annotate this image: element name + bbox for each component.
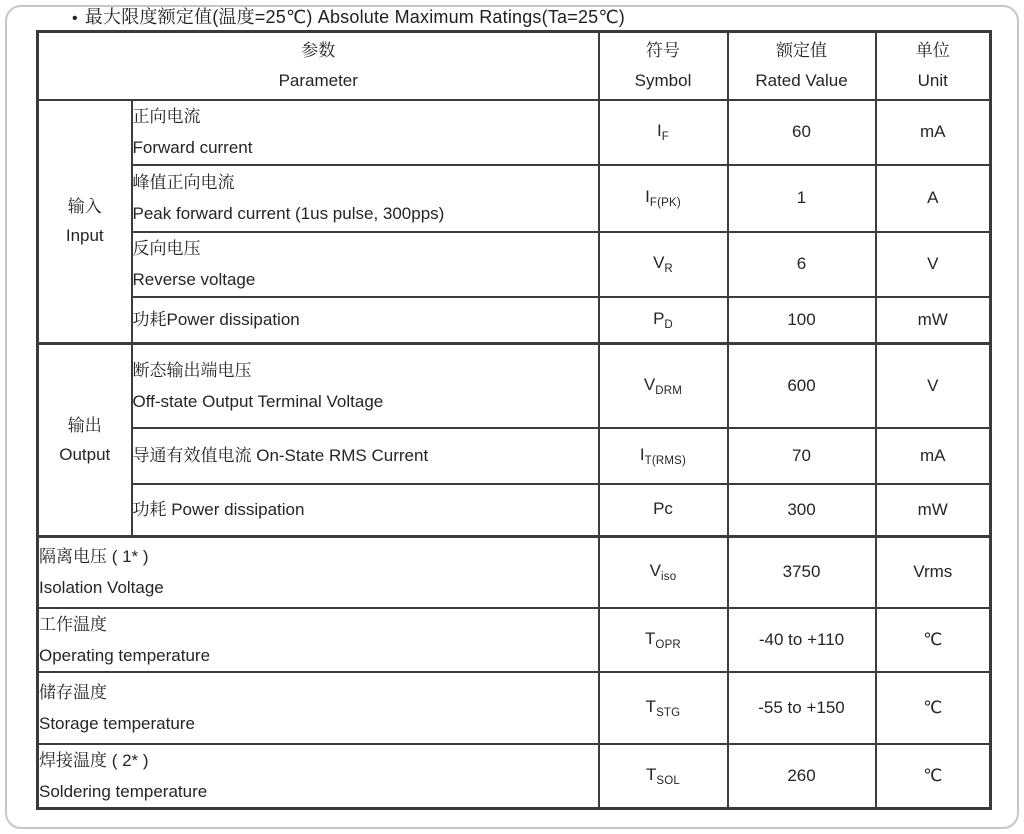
symbol-cell: $I_{F(PK)}$ — [599, 165, 728, 232]
param-cell: 正向电流 Forward current — [132, 100, 599, 165]
table-row — [38, 672, 991, 744]
unit-cell: V — [876, 344, 991, 428]
table-row — [38, 608, 991, 672]
rated-value-cell: 1 — [728, 165, 876, 232]
unit-cell: ℃ — [876, 744, 991, 809]
unit-cell: ℃ — [876, 672, 991, 744]
header-parameter-en: Parameter — [278, 70, 358, 90]
unit-cell: V — [876, 232, 991, 297]
param-cell: 功耗 Power dissipation — [132, 484, 599, 537]
table-row — [38, 165, 991, 232]
unit-cell: mA — [876, 100, 991, 165]
header-parameter — [38, 32, 599, 100]
symbol-cell: $V_R$ — [599, 232, 728, 297]
param-cell: 工作温度 Operating temperature — [38, 608, 599, 672]
unit-cell: mA — [876, 428, 991, 484]
unit-cell: A — [876, 165, 991, 232]
section-title-text: 最大限度额定值(温度=25℃) Absolute Maximum Ratings(Ta=25℃) — [84, 7, 625, 27]
symbol-cell: Pc — [599, 484, 728, 537]
header-symbol-en: Symbol — [634, 70, 692, 90]
rated-value-cell: 70 — [728, 428, 876, 484]
header-unit — [876, 32, 991, 100]
bullet-icon: • — [72, 10, 78, 27]
unit-cell: mW — [876, 297, 991, 344]
group-output-zh: 输出 — [67, 416, 102, 435]
symbol-cell: $V_{DRM}$ — [599, 344, 728, 428]
param-cell: 焊接温度 ( 2* ) Soldering temperature — [38, 744, 599, 809]
row-group-input — [38, 100, 132, 344]
param-cell: 储存温度 Storage temperature — [38, 672, 599, 744]
symbol-cell: $T_{STG}$ — [599, 672, 728, 744]
symbol-cell: $T_{OPR}$ — [599, 608, 728, 672]
param-cell: 反向电压 Reverse voltage — [132, 232, 599, 297]
rated-value-cell: 6 — [728, 232, 876, 297]
rated-value-cell: 100 — [728, 297, 876, 344]
header-unit-zh: 单位 — [915, 40, 950, 60]
unit-cell: Vrms — [876, 537, 991, 608]
table-row — [38, 744, 991, 809]
absolute-maximum-ratings-table — [36, 30, 992, 810]
rated-value-cell: 300 — [728, 484, 876, 537]
table-row — [38, 344, 991, 428]
table-row — [38, 484, 991, 537]
group-input-zh: 输入 — [67, 197, 102, 217]
table-row — [38, 428, 991, 484]
table-row — [38, 297, 991, 344]
param-cell: 峰值正向电流 Peak forward current (1us pulse, 300pps) — [132, 165, 599, 232]
header-symbol — [599, 32, 728, 100]
symbol-cell: $V_{iso}$ — [599, 537, 728, 608]
rated-value-cell: 260 — [728, 744, 876, 809]
header-parameter-zh: 参数 — [301, 40, 336, 60]
header-symbol-zh: 符号 — [646, 40, 680, 60]
symbol-cell: $P_D$ — [599, 297, 728, 344]
rated-value-cell: 600 — [728, 344, 876, 428]
param-cell: 断态输出端电压 Off-state Output Terminal Voltage — [132, 344, 599, 428]
table-row — [38, 537, 991, 608]
rated-value-cell: -40 to +110 — [728, 608, 876, 672]
param-cell: 功耗Power dissipation — [132, 297, 599, 344]
symbol-cell: $I_F$ — [599, 100, 728, 165]
rated-value-cell: 3750 — [728, 537, 876, 608]
header-rated-value-en: Rated Value — [755, 70, 848, 90]
symbol-cell: $T_{SOL}$ — [599, 744, 728, 809]
symbol-cell: $I_{T(RMS)}$ — [599, 428, 728, 484]
header-rated-value-zh: 额定值 — [776, 40, 827, 60]
header-rated-value — [728, 32, 876, 100]
section-title — [72, 3, 625, 29]
unit-cell: mW — [876, 484, 991, 537]
row-group-output — [38, 344, 132, 537]
header-unit-en: Unit — [917, 70, 948, 90]
table-row — [38, 100, 991, 165]
param-cell: 隔离电压 ( 1* ) Isolation Voltage — [38, 537, 599, 608]
rated-value-cell: -55 to +150 — [728, 672, 876, 744]
unit-cell: ℃ — [876, 608, 991, 672]
param-cell: 导通有效值电流 On-State RMS Current — [132, 428, 599, 484]
group-input-en: Input — [65, 226, 104, 246]
table-header-row — [38, 32, 991, 100]
group-output-en: Output — [59, 445, 111, 464]
rated-value-cell: 60 — [728, 100, 876, 165]
table-row — [38, 232, 991, 297]
